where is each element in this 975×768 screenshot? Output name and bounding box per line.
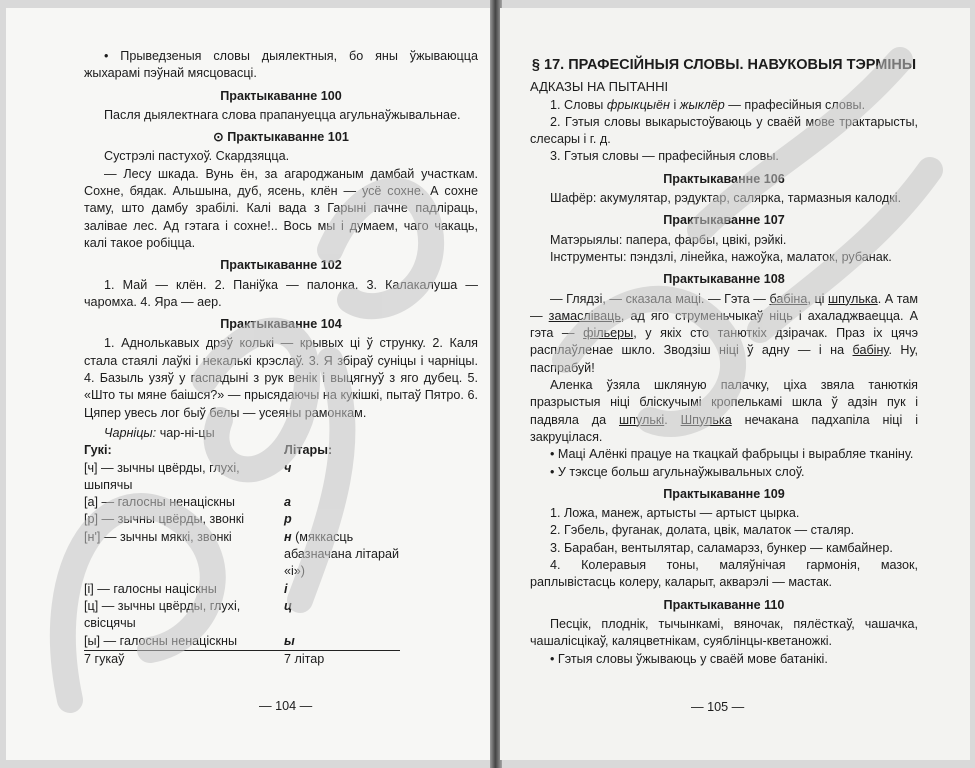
letter-cell: р xyxy=(284,512,292,527)
total-letters: 7 літар xyxy=(284,651,325,666)
sound-cell: [а] — галосны ненацiскны xyxy=(84,495,235,510)
circle-dot-icon: ⊙ xyxy=(213,130,224,145)
word-label: Чарніцы: xyxy=(104,425,157,440)
sound-letter-table xyxy=(84,442,400,668)
exercise-108-bullet-2: • У тэксце больш агульнаўжывальных слоў. xyxy=(530,464,918,481)
exercise-108-paragraph-1: — Глядзі, — сказала маці. — Гэта — бабіна, ці шпулька. А там — замасліваць, ад яго струменьчыкаў ніць і ахаладжваецца. А гэта — фільеры, у якіх сто танюткіх дзірачак. Праз іх цячэ расплаўленае шкло. Зводзіш ніці ў адну — і на бабіну. Ну, паспрабуй! xyxy=(530,291,919,375)
chapter-title: § 17. ПРАФЕСІЙНЫЯ СЛОВЫ. НАВУКОВЫЯ ТЭРМІНЫ xyxy=(531,57,917,73)
exercise-102-text: 1. Май — клён. 2. Паніўка — палонка. 3. Калакалуша — чаромха. 4. Яра — аер. xyxy=(84,277,478,309)
sound-cell: [ы] — галосны ненацiскны xyxy=(84,633,284,651)
total-sounds: 7 гукаў xyxy=(84,651,125,666)
exercise-109-line4: 4. Колеравыя тоны, маляўнічая гармонія, мазок, раплывістасць колеру, каларыт, акварэлі — мастак. xyxy=(530,558,918,590)
table-row xyxy=(84,460,400,495)
right-page-content xyxy=(530,57,918,668)
exercise-108-title: Практыкаванне 108 xyxy=(663,272,785,287)
word-analysis xyxy=(84,425,478,442)
left-page-content xyxy=(84,48,478,668)
letter-cell: ц xyxy=(284,598,293,613)
exercise-106-text: Шафёр: акумулятар, рэдуктар, салярка, тармазныя калодкі. xyxy=(550,191,902,206)
letter-cell: ы xyxy=(284,633,295,648)
sounds-header: Гукі: xyxy=(84,443,112,458)
intro-bullet: • Прыведзеныя словы дыялектныя, бо яны ўжываюцца жыхарамі пэўнай мясцовасці. xyxy=(84,48,478,83)
exercise-108-bullet-1: • Маці Алёнкі працуе на ткацкай фабрыцы і вырабляе тканіну. xyxy=(530,446,918,463)
exercise-109-line2: 2. Гэбель, фуганак, долата, цвік, малаток — сталяр. xyxy=(550,523,855,538)
table-row xyxy=(84,633,400,651)
answer-3: 3. Гэтыя словы — прафесійныя словы. xyxy=(550,149,779,164)
sound-cell: [ч] — зычны цвёрды, глухі, шыпячы xyxy=(84,460,240,492)
exercise-102-title: Практыкаванне 102 xyxy=(220,258,342,273)
table-row xyxy=(84,511,400,528)
left-page xyxy=(6,8,492,760)
answers-heading: АДКАЗЫ НА ПЫТАННІ xyxy=(530,79,669,95)
letter-note: (мяккасць абазначана літарай «і») xyxy=(284,529,400,579)
exercise-108-paragraph-2: Аленка ўзяла шкляную палачку, ціха звяла танюткія празрыстыя ніці бліскучымі кропелькамі шкла ў адзін пук і падвяла да шпулькі. Шпулька нечакана падхапіла ніці і закруцілася. xyxy=(530,378,919,444)
exercise-110-bullet: • Гэтыя словы ўжываюць у сваёй мове батанікі. xyxy=(530,651,918,668)
exercise-110-text: Песцік, плоднік, тычынкамі, вяночак, пялёсткаў, чашачка, чашалісцікаў, каляцветнікам, суяблінцы-кветаножкі. xyxy=(530,616,918,649)
table-row xyxy=(84,529,400,581)
word-syllables: чар-ні-цы xyxy=(159,425,215,440)
answer-2: 2. Гэтыя словы выкарыстоўваюць у сваёй мове трактарысты, слесары і г. д. xyxy=(530,114,918,147)
exercise-109-line1: 1. Ложа, манеж, артысты — артыст цырка. xyxy=(550,506,800,521)
exercise-104-title: Практыкаванне 104 xyxy=(220,317,342,332)
exercise-110-title: Практыкаванне 110 xyxy=(663,597,785,612)
letters-header: Літары: xyxy=(284,443,333,458)
letter-cell: н xyxy=(284,529,292,544)
exercise-109-line3: 3. Барабан, вентылятар, саламарэз, бункер — камбайнер. xyxy=(550,540,893,555)
exercise-101-line1: Сустрэлі пастухоў. Скардзяцца. xyxy=(104,149,290,164)
exercise-106-title: Практыкаванне 106 xyxy=(663,171,785,186)
table-row xyxy=(84,598,400,633)
letter-cell: ч xyxy=(284,460,292,475)
sound-cell: [н'] — зычны мяккі, звонкі xyxy=(84,529,232,544)
page-number-right: — 105 — xyxy=(691,700,745,714)
exercise-100-text: Пасля дыялектнага слова прапануецца агульнаўжывальнае. xyxy=(104,107,461,122)
answer-1: 1. Словы фрыкцыён і жыклёр — прафесійныя словы. xyxy=(550,97,866,112)
right-page xyxy=(500,8,970,760)
sound-cell: [і] — галосны націскны xyxy=(84,581,217,596)
exercise-109-title: Практыкаванне 109 xyxy=(663,486,785,501)
sound-cell: [ц] — зычны цвёрды, глухі, свісцячы xyxy=(84,598,241,631)
page-number-left: — 104 — xyxy=(259,699,313,713)
sound-cell: [р] — зычны цвёрды, звонкі xyxy=(84,512,245,527)
exercise-107-title: Практыкаванне 107 xyxy=(663,213,785,228)
exercise-101-text: — Лесу шкада. Вунь ён, за агароджаным дамбай участкам. Сохне, бядак. Альшына, дуб, ясень, клён — усё сохне. А сохне таму, што дамбу зрабілі. Калі вада з Гарыні пачне падліраць, залівае лес. Ад гэтага і сохне!.. Вось мы і думаем, чаго чакаць, калі такое робіцца. xyxy=(84,166,478,250)
letter-cell: і xyxy=(284,581,288,596)
exercise-104-text: 1. Аднолькавых дрэў колькі — крывых ці ў струнку. 2. Каля сталa стаялі лаўкі і некалькі крэслаў. 3. Я збіраў суніцы і чарніцы. 4. Базыль узяў у гаспадыні з рук венік і выцягнуў з яго дубец. 5. «Што ты мяне баішся?» — прысядаючы на кукішкі, пытаў Пятро. 6. Цяпер увесь лог быў белы — усеяны рамонкам. xyxy=(84,336,478,420)
exercise-101-title: Практыкаванне 101 xyxy=(227,130,349,145)
table-row xyxy=(84,581,400,598)
exercise-100-title: Практыкаванне 100 xyxy=(220,88,342,103)
letter-cell: а xyxy=(284,495,292,510)
exercise-107-line2: Інструменты: пэндзлі, лінейка, нажоўка, малаток, рубанак. xyxy=(550,249,892,264)
exercise-101-heading xyxy=(84,129,478,146)
exercise-107-line1: Матэрыялы: папера, фарбы, цвікі, рэйкі. xyxy=(550,232,787,247)
table-row xyxy=(84,494,400,511)
